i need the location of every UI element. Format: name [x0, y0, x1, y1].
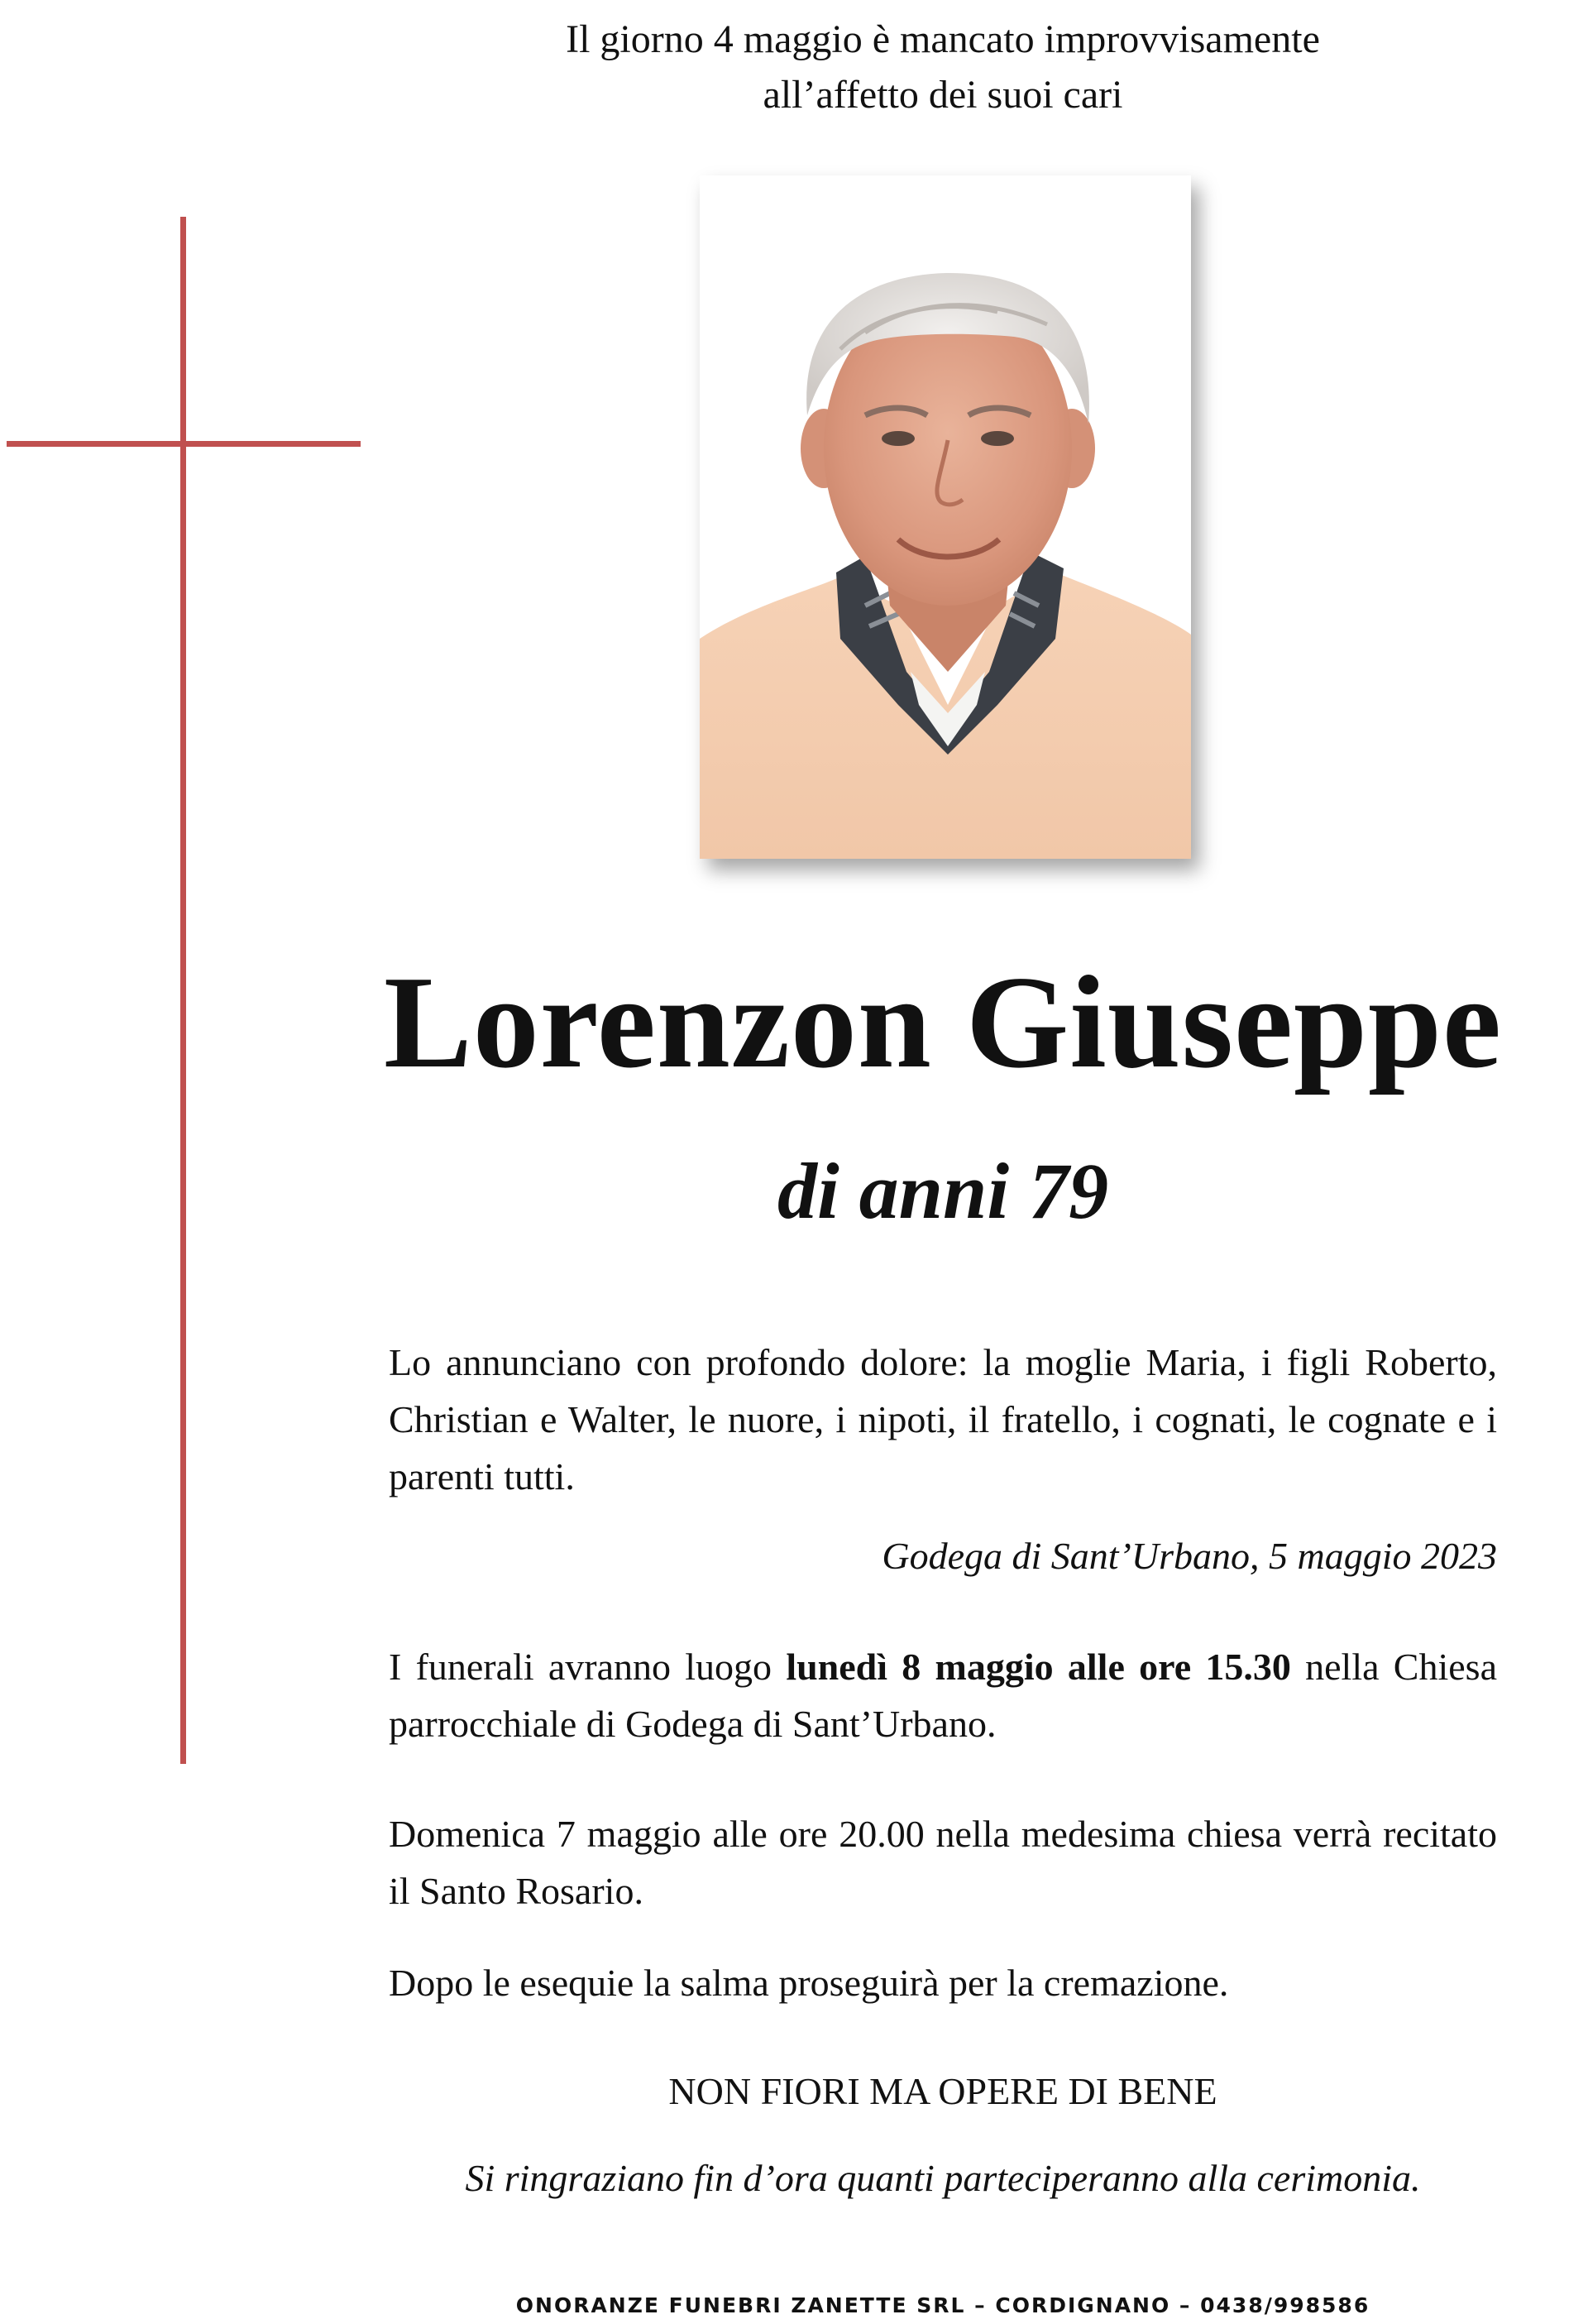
deceased-age: di anni 79: [777, 1147, 1109, 1235]
funeral-datetime: lunedì 8 maggio alle ore 15.30: [786, 1646, 1291, 1688]
thanks-note: Si ringraziano fin d’ora quanti parteciperanno alla cerimonia.: [465, 2157, 1421, 2199]
cross-vertical-bar: [180, 217, 186, 1764]
announcement-paragraph: Lo annunciano con profondo dolore: la moglie Maria, i figli Roberto, Christian e Walter, le nuore, i nipoti, il fratello, i cognati, le cognate e i parenti tutti.: [389, 1341, 1497, 1497]
funeral-text-before: I funerali avranno luogo: [389, 1646, 787, 1688]
funeral-text-after: nella Chiesa parrocchiale di Godega di Sant’Urbano.: [389, 1646, 1497, 1745]
funeral-paragraph: [389, 1638, 1497, 1752]
cross-horizontal-bar: [7, 441, 361, 447]
portrait-illustration: [700, 175, 1191, 859]
intro-line-2: all’affetto dei suoi cari: [763, 73, 1123, 117]
intro-text: [347, 12, 1538, 122]
cremation-paragraph: Dopo le esequie la salma proseguirà per la cremazione.: [389, 1962, 1229, 2004]
rosary-paragraph: Domenica 7 maggio alle ore 20.00 nella medesima chiesa verrà recitato il Santo Rosario.: [389, 1813, 1497, 1912]
flowers-note: NON FIORI MA OPERE DI BENE: [668, 2070, 1217, 2112]
portrait-photo: [700, 175, 1191, 859]
deceased-name: Lorenzon Giuseppe: [384, 948, 1502, 1095]
funeral-home-footer: ONORANZE FUNEBRI ZANETTE SRL – CORDIGNANO – 0438/998586: [515, 2293, 1370, 2317]
intro-line-1: Il giorno 4 maggio è mancato improvvisamente: [566, 17, 1320, 61]
place-date: Godega di Sant’Urbano, 5 maggio 2023: [882, 1535, 1497, 1577]
